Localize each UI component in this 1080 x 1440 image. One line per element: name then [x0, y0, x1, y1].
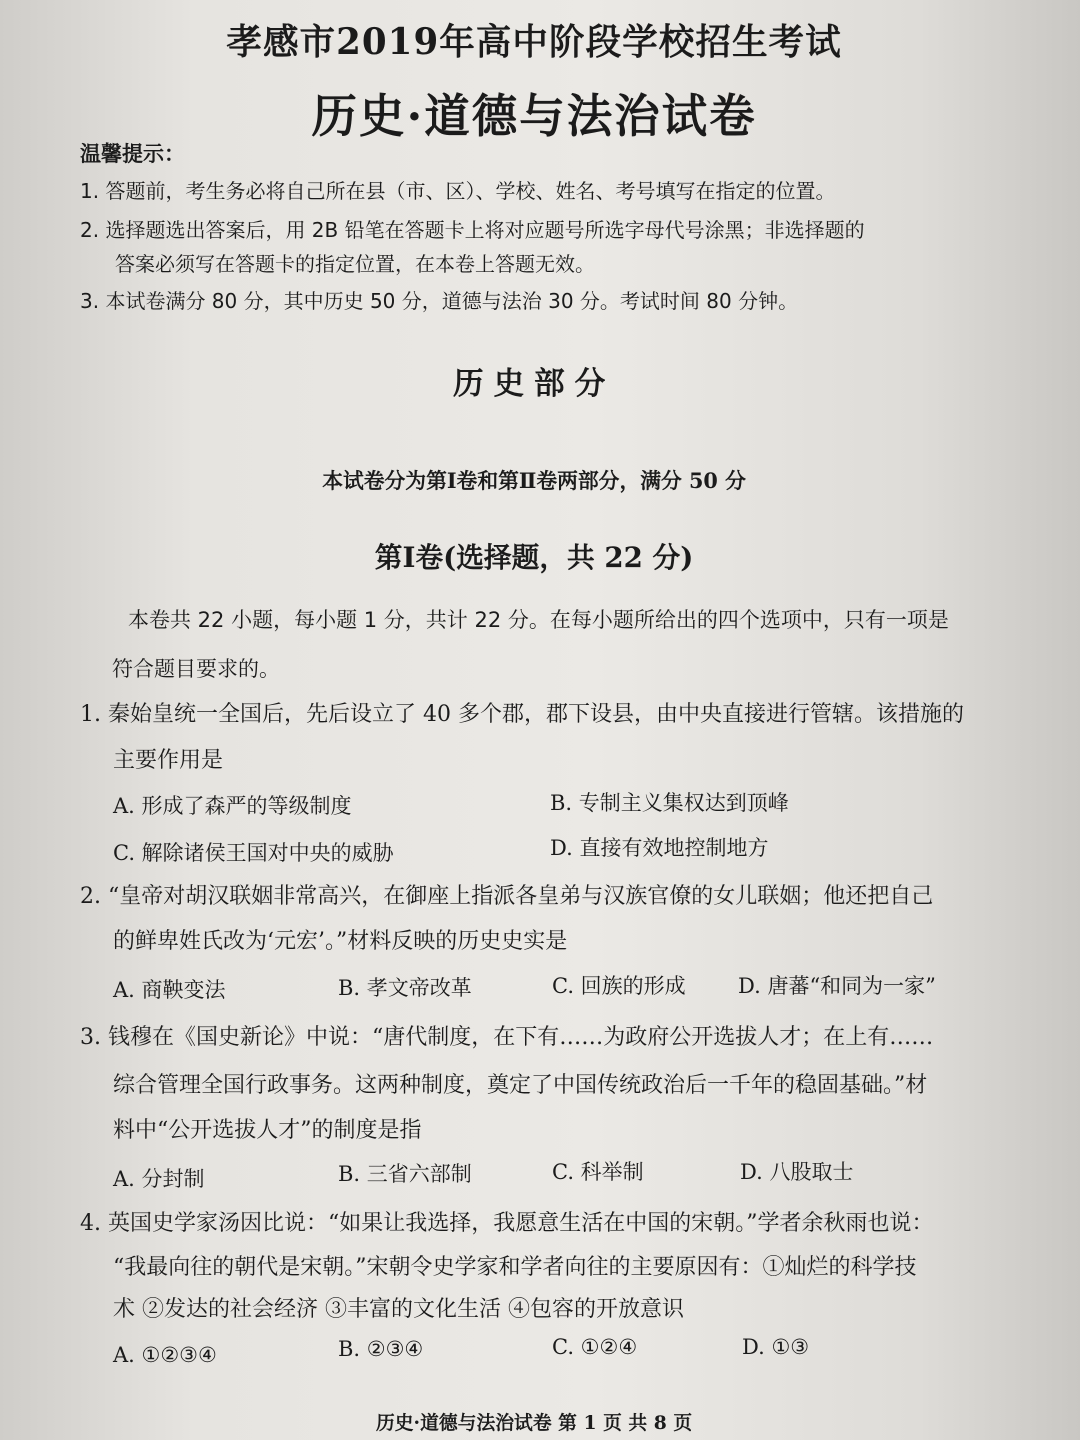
- question-3-option-b: B. 三省六部制: [338, 1162, 472, 1186]
- question-3-option-c: C. 科举制: [552, 1160, 644, 1184]
- question-2-option-d: D. 唐蕃“和同为一家”: [738, 974, 936, 998]
- instructions-line-1: 本卷共 22 小题，每小题 1 分，共计 22 分。在每小题所给出的四个选项中，只有一项是: [128, 608, 949, 632]
- volume-title: 第Ⅰ卷(选择题，共 22 分): [374, 541, 694, 574]
- question-4-stem-line-3: 术 ②发达的社会经济 ③丰富的文化生活 ④包容的开放意识: [113, 1297, 684, 1322]
- question-2-stem-line-1: 2. “皇帝对胡汉联姻非常高兴，在御座上指派各皇弟与汉族官僚的女儿联姻；他还把自己: [80, 884, 934, 909]
- instructions-line-2: 符合题目要求的。: [112, 657, 280, 681]
- question-2-option-b: B. 孝文帝改革: [338, 976, 472, 1000]
- question-4-stem-line-2: “我最向往的朝代是宋朝。”宋朝令史学家和学者向往的主要原因有：①灿烂的科学技: [113, 1255, 917, 1280]
- section-subtitle: 本试卷分为第Ⅰ卷和第Ⅱ卷两部分，满分 50 分: [322, 468, 746, 493]
- question-1-stem-line-2: 主要作用是: [113, 748, 224, 773]
- exam-title: 孝感市2019年高中阶段学校招生考试: [226, 21, 842, 63]
- question-3-stem-line-3: 料中“公开选拔人才”的制度是指: [113, 1118, 422, 1143]
- question-4-stem-line-1: 4. 英国史学家汤因比说：“如果让我选择，我愿意生活在中国的宋朝。”学者余秋雨也说：: [80, 1211, 934, 1236]
- question-3-option-d: D. 八股取士: [740, 1160, 854, 1184]
- question-4-option-b: B. ②③④: [338, 1337, 424, 1361]
- question-2-stem-line-2: 的鲜卑姓氏改为‘元宏’。”材料反映的历史史实是: [113, 929, 568, 954]
- question-1-option-c: C. 解除诸侯王国对中央的威胁: [113, 841, 394, 865]
- question-1-stem-line-1: 1. 秦始皇统一全国后，先后设立了 40 多个郡，郡下设县，由中央直接进行管辖。该措施的: [80, 702, 964, 727]
- question-4-option-d: D. ①③: [742, 1335, 810, 1359]
- question-1-option-d: D. 直接有效地控制地方: [550, 836, 769, 860]
- question-3-option-a: A. 分封制: [113, 1167, 205, 1191]
- question-4-option-a: A. ①②③④: [113, 1343, 217, 1367]
- question-1-option-b: B. 专制主义集权达到顶峰: [550, 791, 789, 815]
- tip-item-2-cont: 答案必须写在答题卡的指定位置，在本卷上答题无效。: [115, 252, 595, 276]
- tip-item-1: 1. 答题前，考生务必将自己所在县（市、区）、学校、姓名、考号填写在指定的位置。: [80, 179, 836, 203]
- section-title: 历史部分: [452, 366, 616, 402]
- question-4-option-c: C. ①②④: [552, 1335, 638, 1359]
- tip-item-3: 3. 本试卷满分 80 分，其中历史 50 分，道德与法治 30 分。考试时间 80 分钟。: [80, 289, 799, 313]
- question-3-stem-line-1: 3. 钱穆在《国史新论》中说：“唐代制度，在下有……为政府公开选拔人才；在上有……: [80, 1025, 934, 1050]
- paper-title: 历史·道德与法治试卷: [311, 89, 757, 143]
- question-3-stem-line-2: 综合管理全国行政事务。这两种制度，奠定了中国传统政治后一千年的稳固基础。”材: [113, 1073, 928, 1098]
- tips-heading: 温馨提示：: [80, 142, 185, 166]
- page-footer: 历史·道德与法治试卷 第 1 页 共 8 页: [375, 1412, 693, 1434]
- question-1-option-a: A. 形成了森严的等级制度: [113, 794, 352, 818]
- tip-item-2: 2. 选择题选出答案后，用 2B 铅笔在答题卡上将对应题号所选字母代号涂黑；非选择题的: [80, 218, 865, 242]
- question-2-option-a: A. 商鞅变法: [113, 978, 226, 1002]
- question-2-option-c: C. 回族的形成: [552, 974, 686, 998]
